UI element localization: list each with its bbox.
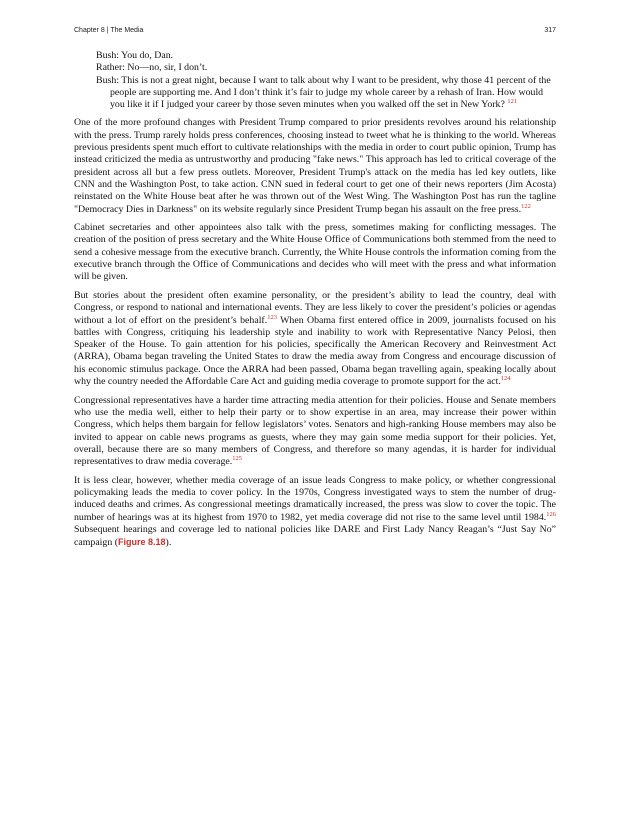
- page-header: [74, 27, 556, 39]
- figure-link[interactable]: Figure 8.18: [118, 537, 166, 548]
- dialogue-line: Rather: No—no, sir, I don’t.: [96, 62, 208, 74]
- dialogue-line: Bush: You do, Dan.: [96, 50, 174, 61]
- page-number: 317: [544, 27, 556, 34]
- body-text: [74, 50, 556, 556]
- chapter-title: Chapter 8 | The Media: [74, 27, 144, 34]
- paragraph-president-stories: But stories about the president often examine personality, or the president’s ability to lead the country, deal with Congress, or respond to national and international events. They are less likely to cover the president’s policies or agendas without a lot of effort on the president’s behalf.$^{123}$ When Obama first entered office in 2009, journalists focused on his battles with Congress, critiquing his leadership style and inability to work with Representative Nancy Pelosi, then Speaker of the House. To gain attention for his policies, specifically the American Recovery and Reinvestment Act (ARRA), Obama began traveling the United States to draw the media away from Congress and encourage discussion of his economic stimulus package. Once the ARRA had been passed, Obama began travelling again, speaking locally about why the country needed the Affordable Care Act and guiding media coverage to promote support for the act.$^{124}$: [74, 289, 557, 388]
- dialogue-line: Bush: This is not a great night, because I want to talk about why I want to be president, why those 41 percent of the people are supporting me. And I don’t think it’s fair to judge my whole career by a rehash of Iran. How would you like it if I judged your career by those seven minutes when you walked off the set in New York? $^{121}$: [96, 74, 551, 111]
- footnote-ref[interactable]: 122: [521, 202, 531, 210]
- dialogue-block: [96, 50, 556, 111]
- footnote-ref[interactable]: 126: [546, 510, 556, 518]
- paragraph-congress: Congressional representatives have a harder time attracting media attention for their policies. House and Senate members who use the media well, either to help their party or to show expertise in an area, may increase their power within Congress, which helps them bargain for fellow legislators’ votes. Senators and high-ranking House members may also be invited to appear on cable news programs as guests, where they may gain some media support for their policies. Yet, overall, because there are so many members of Congress, and therefore so many agendas, it is harder for individual representatives to draw media coverage.$^{125}$: [74, 394, 556, 468]
- footnote-ref[interactable]: 125: [232, 455, 242, 463]
- footnote-ref[interactable]: 124: [500, 375, 511, 383]
- paragraph-cabinet: Cabinet secretaries and other appointees also talk with the press, sometimes making for conflicting messages. The creation of the position of press secretary and the White House Office of Communications both stemmed from the need to send a cohesive message from the executive branch. Currently, the White House controls the information coming from the executive branch through the Office of Communications and decides who will meet with the press and what information will be given.: [74, 222, 556, 283]
- paragraph-media-policy: It is less clear, however, whether media coverage of an issue leads Congress to make policy, or whether congressional policymaking leads the media to cover policy. In the 1970s, Congress investigated ways to stem the number of drug-induced deaths and crimes. As congressional meetings dramatically increased, the press was slow to cover the topic. The number of hearings was at its highest from 1970 to 1982, yet media coverage did not rise to the same level until 1984.$^{126}$ Subsequent hearings and coverage led to national policies like DARE and First Lady Nancy Reagan’s “Just Say No” campaign (Figure 8.18).: [74, 474, 556, 549]
- paragraph-trump-press: One of the more profound changes with President Trump compared to prior presidents revolves around his relationship with the press. Trump rarely holds press conferences, choosing instead to tweet what he is thinking to the world. Whereas previous presidents spent much effort to cultivate relationships with the media in order to court public opinion, Trump has instead criticized the media as untrustworthy and producing "fake news." This approach has led to critical coverage of the president across all but a few press outlets. Moreover, President Trump's attack on the media has led key outlets, like CNN and the Washington Post, to take action. CNN sued in federal court to get one of their news reporters (Jim Acosta) reinstated on the White House beat after he was thrown out of the West Wing. The Washington Post has run the tagline "Democracy Dies in Darkness" on its website regularly since President Trump began his assault on the free press.$^{122}$: [74, 117, 556, 215]
- footnote-ref[interactable]: 123: [267, 313, 277, 321]
- footnote-ref[interactable]: 121: [507, 98, 518, 106]
